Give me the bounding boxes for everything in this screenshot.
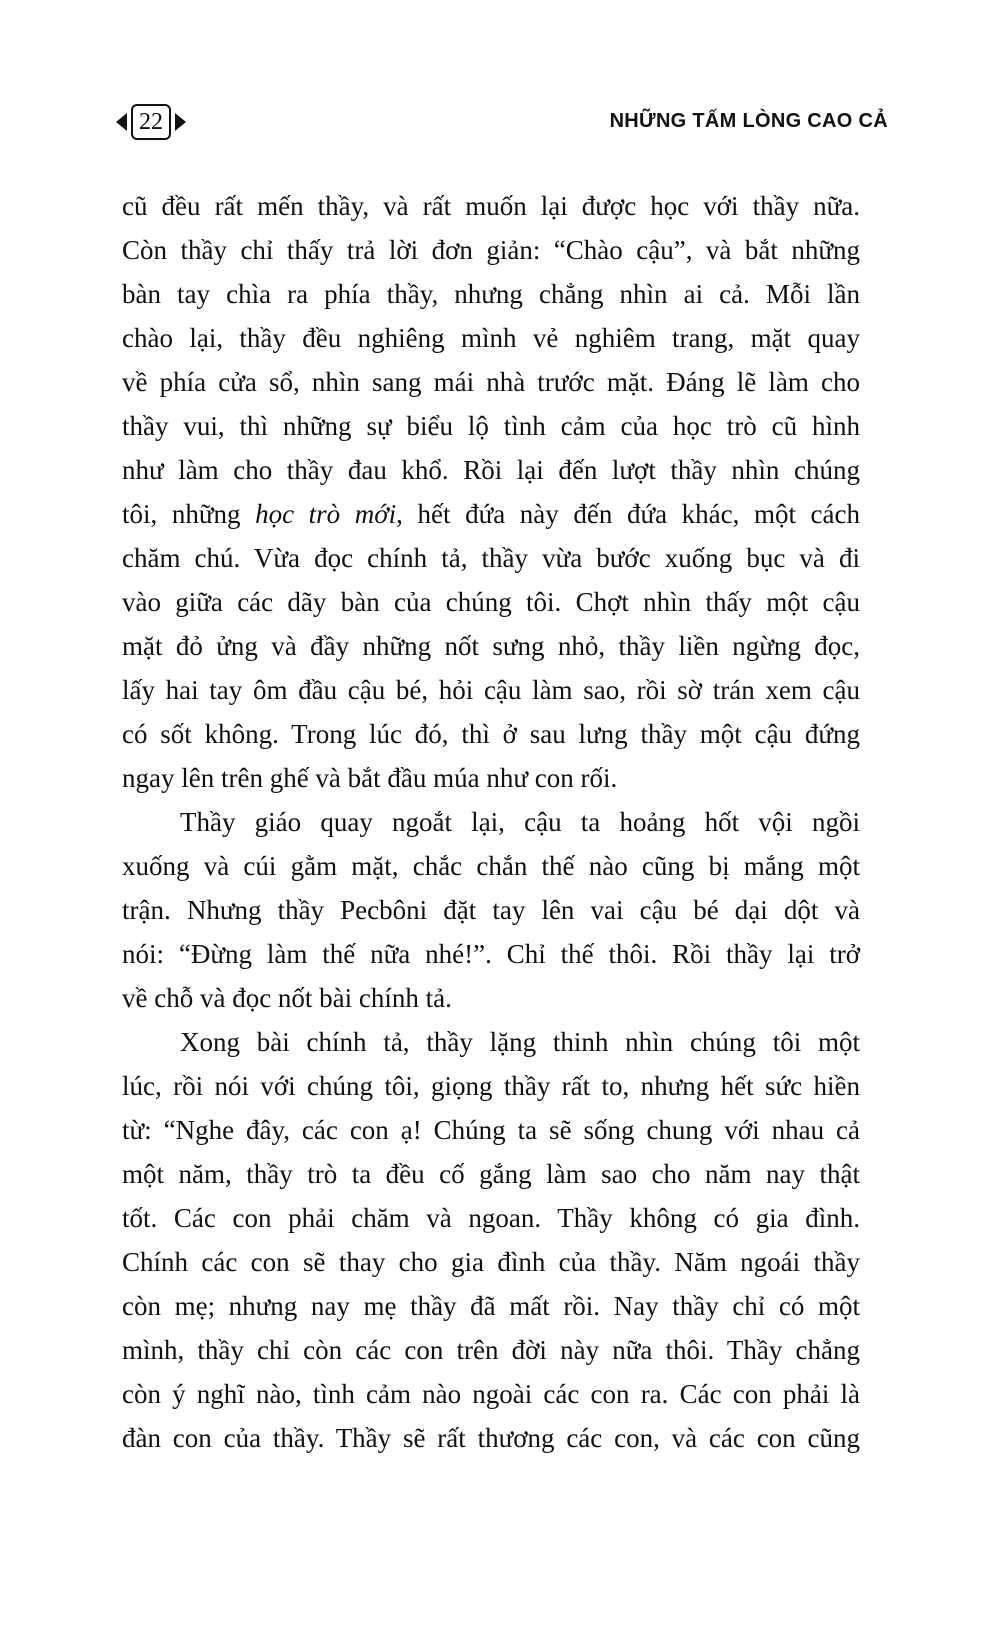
text-line: Thầy giáo quay ngoắt lại, cậu ta hoảng hốt vội ngồi — [180, 807, 860, 837]
text-line: chăm chú. Vừa đọc chính tả, thầy vừa bước xuống bục và đi — [122, 543, 860, 573]
body-text — [122, 184, 860, 1460]
text-line: lúc, rồi nói với chúng tôi, giọng thầy rất to, nhưng hết sức hiền — [122, 1071, 860, 1101]
text-line: còn ý nghĩ nào, tình cảm nào ngoài các con ra. Các con phải là — [122, 1379, 860, 1409]
text-line: thầy vui, thì những sự biểu lộ tình cảm của học trò cũ hình — [122, 411, 860, 441]
text-line: nói: “Đừng làm thế nữa nhé!”. Chỉ thế thôi. Rồi thầy lại trở — [122, 939, 860, 969]
text-line: có sốt không. Trong lúc đó, thì ở sau lưng thầy một cậu đứng — [122, 719, 860, 749]
page-number: 22 — [131, 104, 171, 140]
page-header — [116, 100, 888, 144]
text-line: ngay lên trên ghế và bắt đầu múa như con rối. — [122, 763, 618, 793]
text-line-with-italic: tôi, những học trò mới, hết đứa này đến đứa khác, một cách — [122, 499, 861, 529]
text-line: mình, thầy chỉ còn các con trên đời này nữa thôi. Thầy chẳng — [122, 1335, 860, 1365]
text-line: về phía cửa sổ, nhìn sang mái nhà trước mặt. Đáng lẽ làm cho — [122, 367, 860, 397]
italic-phrase: học trò mới — [255, 499, 397, 529]
text-line: đàn con của thầy. Thầy sẽ rất thương các con, và các con cũng — [122, 1423, 860, 1453]
text-line: Còn thầy chỉ thấy trả lời đơn giản: “Chào cậu”, và bắt những — [122, 235, 860, 265]
text-line: chào lại, thầy đều nghiêng mình vẻ nghiêm trang, mặt quay — [122, 323, 860, 353]
text-line: Xong bài chính tả, thầy lặng thinh nhìn chúng tôi một — [180, 1027, 860, 1057]
text-line: mặt đỏ ửng và đầy những nốt sưng nhỏ, thầy liền ngừng đọc, — [122, 631, 860, 661]
text-line: cũ đều rất mến thầy, và rất muốn lại được học với thầy nữa. — [122, 191, 860, 221]
running-title: NHỮNG TẤM LÒNG CAO CẢ — [609, 110, 888, 132]
text-line: về chỗ và đọc nốt bài chính tả. — [122, 983, 452, 1013]
text-line: lấy hai tay ôm đầu cậu bé, hỏi cậu làm sao, rồi sờ trán xem cậu — [122, 675, 860, 705]
text-line: xuống và cúi gằm mặt, chắc chắn thế nào cũng bị mắng một — [122, 851, 860, 881]
text-line: trận. Nhưng thầy Pecbôni đặt tay lên vai cậu bé dại dột và — [122, 895, 860, 925]
arrow-right-icon — [175, 113, 186, 131]
text-line: còn mẹ; nhưng nay mẹ thầy đã mất rồi. Nay thầy chỉ có một — [122, 1291, 860, 1321]
text-line: vào giữa các dãy bàn của chúng tôi. Chợt nhìn thấy một cậu — [122, 587, 860, 617]
text-line: từ: “Nghe đây, các con ạ! Chúng ta sẽ sống chung với nhau cả — [122, 1115, 860, 1145]
text-line: như làm cho thầy đau khổ. Rồi lại đến lượt thầy nhìn chúng — [122, 455, 860, 485]
text-line: bàn tay chìa ra phía thầy, nhưng chẳng nhìn ai cả. Mỗi lần — [122, 279, 860, 309]
text-line: một năm, thầy trò ta đều cố gắng làm sao cho năm nay thật — [122, 1159, 860, 1189]
arrow-left-icon — [116, 113, 127, 131]
page-number-badge — [116, 104, 186, 140]
text-line: tốt. Các con phải chăm và ngoan. Thầy không có gia đình. — [122, 1203, 860, 1233]
text-line: Chính các con sẽ thay cho gia đình của thầy. Năm ngoái thầy — [122, 1247, 860, 1277]
